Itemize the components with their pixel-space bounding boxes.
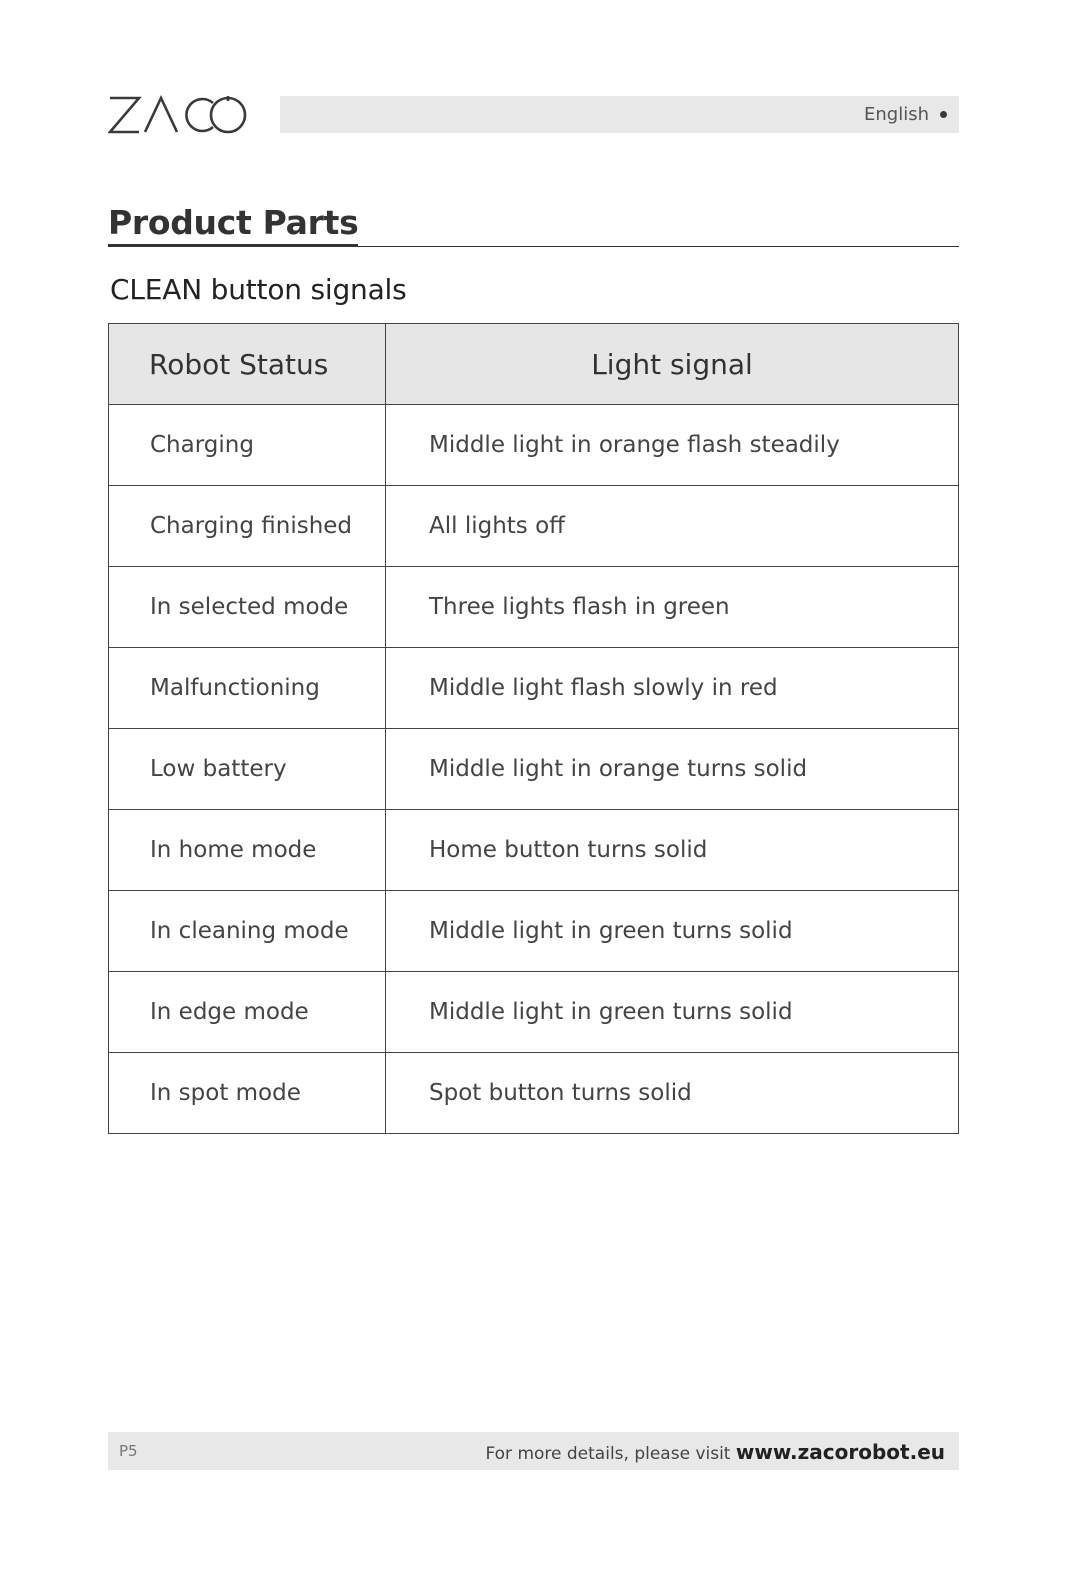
language-label: English xyxy=(864,104,929,125)
light-signal-cell: Middle light in orange turns solid xyxy=(386,729,959,810)
table-row xyxy=(109,567,959,648)
table-row xyxy=(109,729,959,810)
table-row xyxy=(109,810,959,891)
robot-status-cell: In home mode xyxy=(109,810,386,891)
section-title: Product Parts xyxy=(108,203,358,247)
footer-details-text: For more details, please visit xyxy=(485,1444,731,1464)
page-number: P5 xyxy=(119,1442,138,1460)
light-signal-cell: Home button turns solid xyxy=(386,810,959,891)
table-row xyxy=(109,972,959,1053)
light-signal-cell: Middle light in green turns solid xyxy=(386,891,959,972)
table-row xyxy=(109,648,959,729)
robot-status-cell: Charging finished xyxy=(109,486,386,567)
table-subtitle: CLEAN button signals xyxy=(110,273,407,306)
light-signal-cell: Spot button turns solid xyxy=(386,1053,959,1134)
robot-status-cell: In spot mode xyxy=(109,1053,386,1134)
column-header-light-signal: Light signal xyxy=(386,324,959,405)
robot-status-cell: Charging xyxy=(109,405,386,486)
light-signal-cell: Three lights flash in green xyxy=(386,567,959,648)
table-row xyxy=(109,486,959,567)
robot-status-cell: In edge mode xyxy=(109,972,386,1053)
table-row xyxy=(109,1053,959,1134)
table-row xyxy=(109,405,959,486)
section-divider xyxy=(108,246,959,247)
robot-status-cell: Malfunctioning xyxy=(109,648,386,729)
bullet-dot-icon xyxy=(940,111,947,118)
zaco-logo xyxy=(108,94,248,136)
footer-bar xyxy=(108,1432,959,1470)
table-header-row xyxy=(109,324,959,405)
robot-status-cell: In selected mode xyxy=(109,567,386,648)
footer-website-link[interactable]: www.zacorobot.eu xyxy=(735,1440,945,1464)
robot-status-cell: In cleaning mode xyxy=(109,891,386,972)
table-row xyxy=(109,891,959,972)
light-signal-cell: Middle light in orange flash steadily xyxy=(386,405,959,486)
footer-details xyxy=(485,1440,945,1464)
light-signal-cell: Middle light flash slowly in red xyxy=(386,648,959,729)
signals-table xyxy=(108,323,959,1134)
light-signal-cell: Middle light in green turns solid xyxy=(386,972,959,1053)
robot-status-cell: Low battery xyxy=(109,729,386,810)
light-signal-cell: All lights off xyxy=(386,486,959,567)
column-header-robot-status: Robot Status xyxy=(109,324,386,405)
language-bar xyxy=(280,96,959,133)
